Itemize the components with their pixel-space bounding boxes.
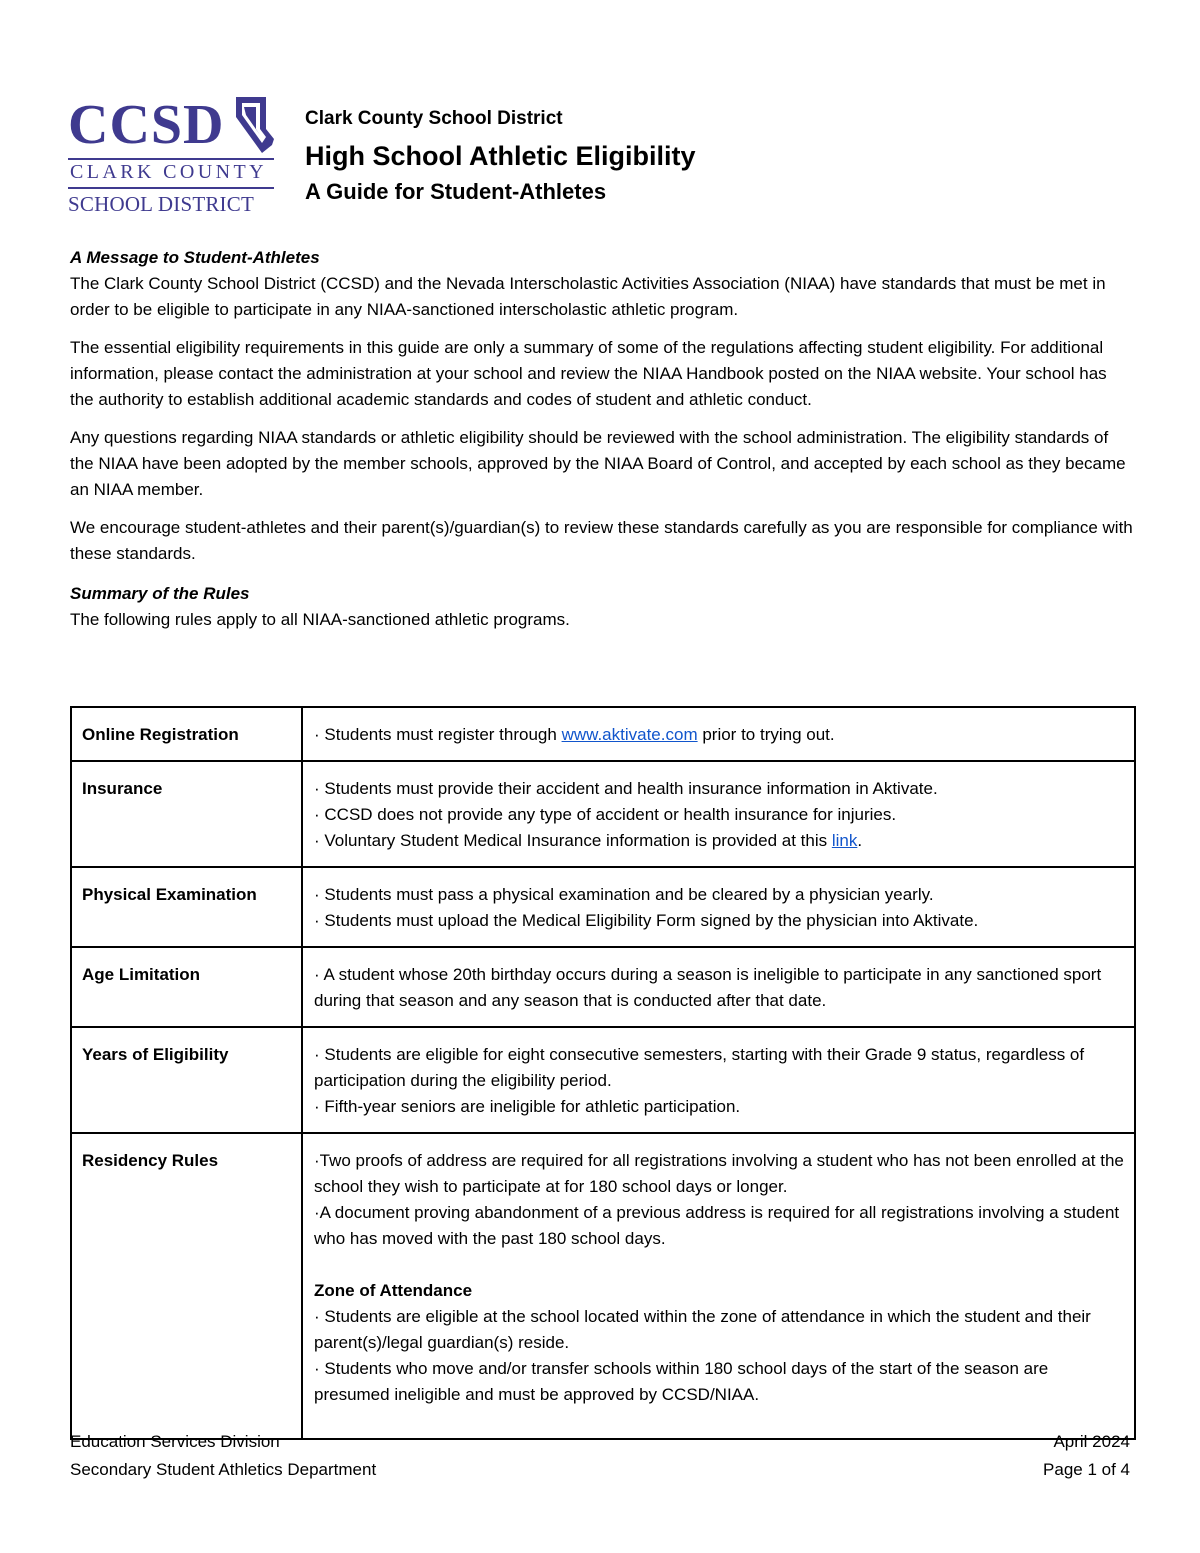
rule-description <box>302 1027 1135 1133</box>
page-footer <box>70 1428 1130 1484</box>
message-paragraph: The Clark County School District (CCSD) and the Nevada Interscholastic Activities Association (NIAA) have standards that must be met in order to be eligible to participate in any NIAA-sanctioned interscholastic athletic program. <box>70 274 1106 319</box>
table-row <box>71 761 1135 867</box>
rule-line: · Students must upload the Medical Eligibility Form signed by the physician into Aktivate. <box>314 911 979 930</box>
footer-department: Secondary Student Athletics Department <box>70 1460 377 1479</box>
rule-line: · Students who move and/or transfer schools within 180 school days of the start of the season are presumed ineligible and must be approved by CCSD/NIAA. <box>314 1359 1049 1404</box>
rule-text: · Voluntary Student Medical Insurance information is provided at this <box>314 831 832 850</box>
message-section <box>70 245 1135 633</box>
rule-label: Physical Examination <box>71 867 302 947</box>
table-row <box>71 1133 1135 1439</box>
rule-line: · CCSD does not provide any type of accident or health insurance for injuries. <box>314 805 897 824</box>
logo-district-text: SCHOOL DISTRICT <box>68 192 254 216</box>
rule-text: . <box>857 831 863 850</box>
document-title: High School Athletic Eligibility <box>305 141 696 171</box>
rules-table <box>70 706 1136 1440</box>
rule-label: Age Limitation <box>71 947 302 1027</box>
rule-description <box>302 1133 1135 1439</box>
summary-intro: The following rules apply to all NIAA-sanctioned athletic programs. <box>70 610 570 629</box>
zone-of-attendance-heading: Zone of Attendance <box>314 1281 473 1300</box>
organization-name: Clark County School District <box>305 108 563 129</box>
logo-rule-top <box>68 158 274 160</box>
rule-label: Residency Rules <box>71 1133 302 1439</box>
message-heading: A Message to Student-Athletes <box>70 248 320 267</box>
summary-heading: Summary of the Rules <box>70 584 250 603</box>
aktivate-link[interactable]: www.aktivate.com <box>561 725 698 744</box>
document-header <box>305 105 696 207</box>
rule-label: Online Registration <box>71 707 302 761</box>
logo-wordmark: CCSD <box>68 94 225 156</box>
rule-line: · Fifth-year seniors are ineligible for athletic participation. <box>314 1097 741 1116</box>
insurance-info-link[interactable]: link <box>831 831 858 850</box>
rule-line: · A student whose 20th birthday occurs during a season is ineligible to participate in any sanctioned sport during that season and any season that is conducted after that date. <box>314 965 1102 1010</box>
page-number: Page 1 of 4 <box>1043 1460 1130 1479</box>
rule-text: prior to trying out. <box>697 725 835 744</box>
table-row <box>71 867 1135 947</box>
message-paragraph: We encourage student-athletes and their parent(s)/guardian(s) to review these standards carefully as you are responsible for compliance with these standards. <box>70 518 1133 563</box>
rule-line: · Students must pass a physical examination and be cleared by a physician yearly. <box>314 885 934 904</box>
footer-division: Education Services Division <box>70 1432 280 1451</box>
rule-line <box>314 828 1124 854</box>
rule-line: · Students must provide their accident and health insurance information in Aktivate. <box>314 779 938 798</box>
table-row <box>71 947 1135 1027</box>
table-row <box>71 707 1135 761</box>
ccsd-logo <box>68 95 278 220</box>
rule-line: · Students are eligible for eight consecutive semesters, starting with their Grade 9 status, regardless of participation during the eligibility period. <box>314 1045 1085 1090</box>
logo-rule-bottom <box>68 187 274 189</box>
logo-county-text: CLARK COUNTY <box>70 161 267 183</box>
rule-line: ·A document proving abandonment of a previous address is required for all registrations involving a student who has moved with the past 180 school days. <box>314 1203 1120 1248</box>
rule-label: Insurance <box>71 761 302 867</box>
document-subtitle: A Guide for Student-Athletes <box>305 179 607 204</box>
nevada-state-icon <box>232 95 276 155</box>
message-paragraph: The essential eligibility requirements in this guide are only a summary of some of the regulations affecting student eligibility. For additional information, please contact the administration at your school and review the NIAA Handbook posted on the NIAA website. Your school has the authority to establish additional academic standards and codes of student and athletic conduct. <box>70 338 1107 409</box>
message-paragraph: Any questions regarding NIAA standards or athletic eligibility should be reviewed with the school administration. The eligibility standards of the NIAA have been adopted by the member schools, approved by the NIAA Board of Control, and accepted by each school as they became an NIAA member. <box>70 428 1126 499</box>
table-row <box>71 1027 1135 1133</box>
rule-description <box>302 867 1135 947</box>
rule-description <box>302 707 1135 761</box>
rule-line: ·Two proofs of address are required for all registrations involving a student who has not been enrolled at the school they wish to participate at for 180 school days or longer. <box>314 1151 1124 1196</box>
rule-description <box>302 761 1135 867</box>
rule-text: · Students must register through <box>314 725 562 744</box>
rule-label: Years of Eligibility <box>71 1027 302 1133</box>
rule-line: · Students are eligible at the school located within the zone of attendance in which the student and their parent(s)/legal guardian(s) reside. <box>314 1307 1091 1352</box>
footer-date: April 2024 <box>1053 1432 1130 1451</box>
rule-description <box>302 947 1135 1027</box>
